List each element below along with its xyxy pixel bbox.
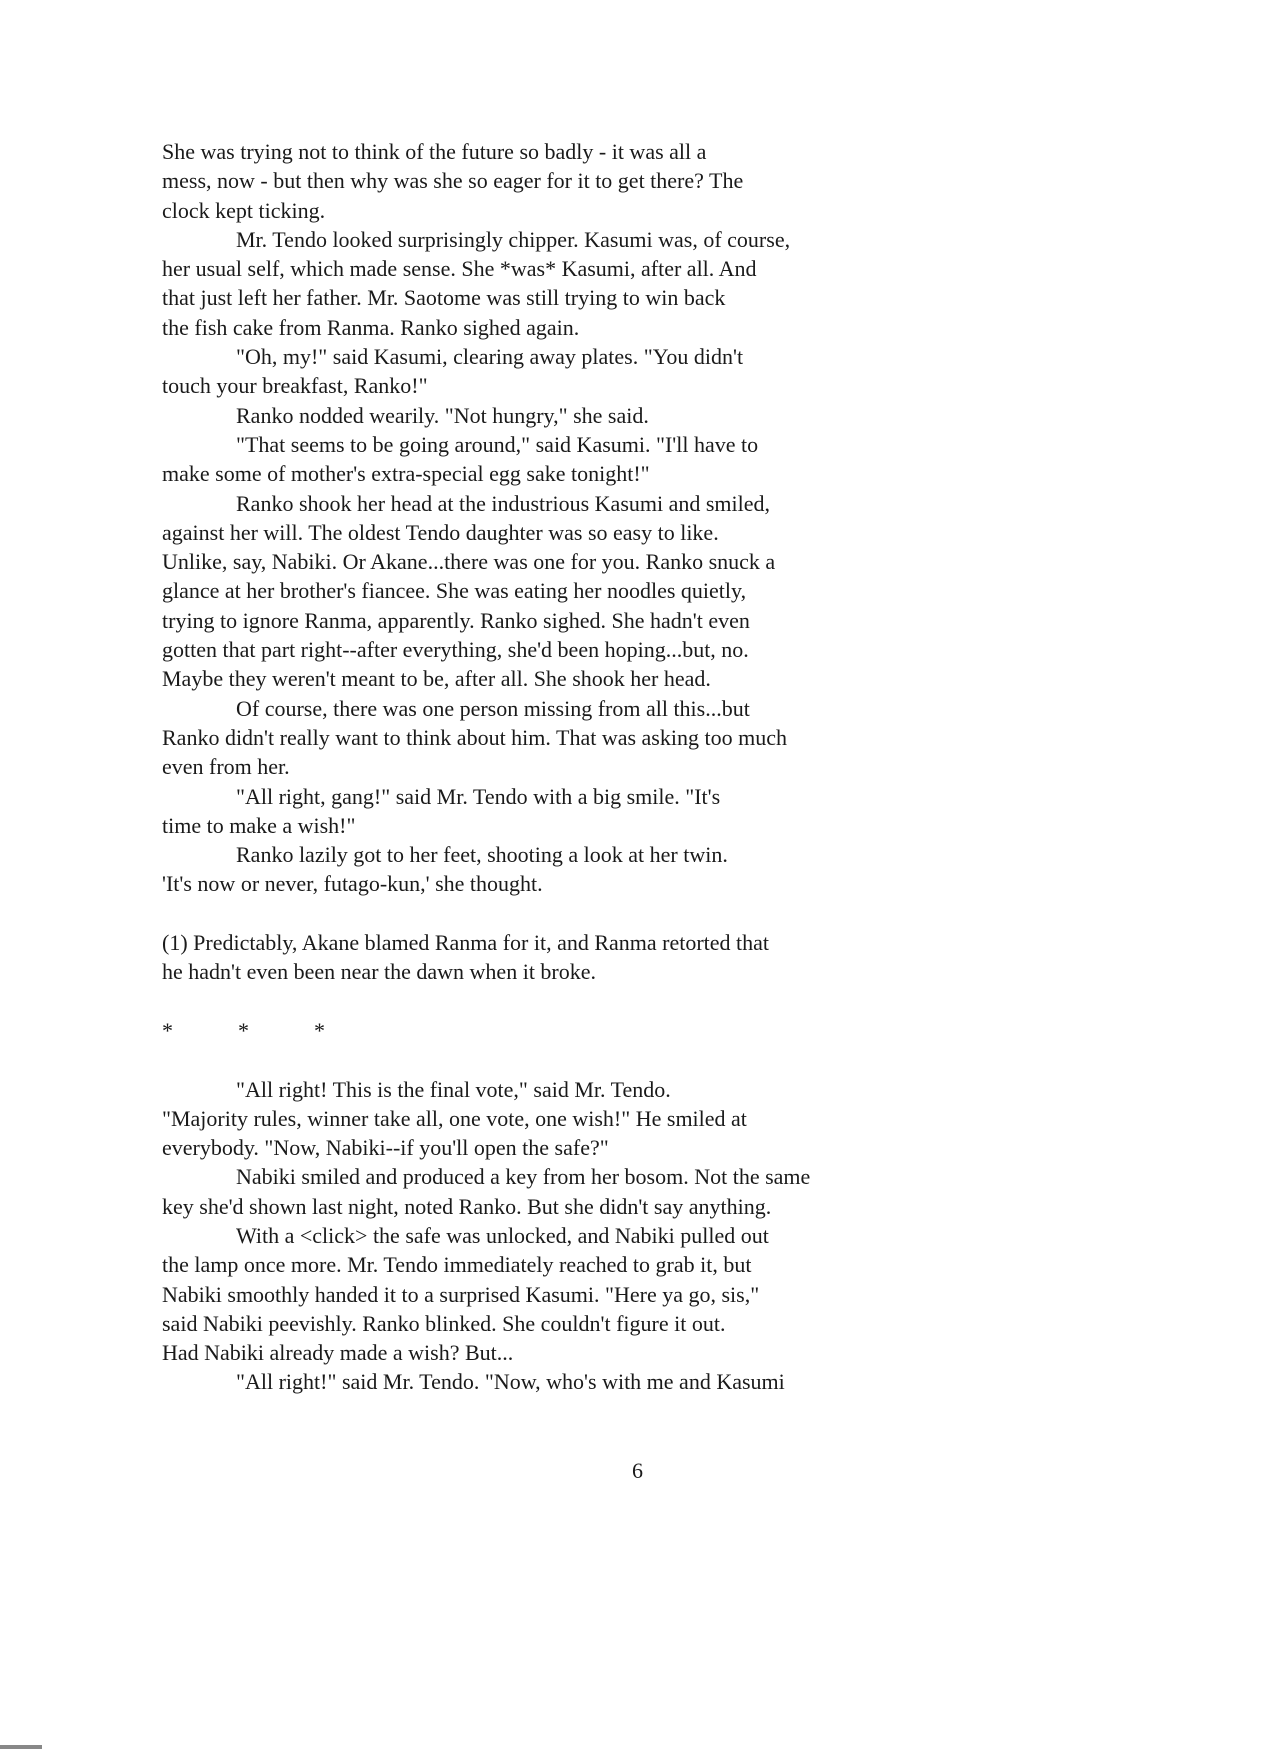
paragraph — [162, 1221, 922, 1367]
text-line: trying to ignore Ranma, apparently. Ranko sighed. She hadn't even — [162, 607, 750, 633]
paragraph — [162, 1162, 922, 1221]
text-line: Of course, there was one person missing from all this...but — [236, 695, 750, 721]
blank-line — [162, 987, 922, 1016]
text-line: time to make a wish!" — [162, 812, 356, 838]
text-line: She was trying not to think of the future so badly - it was all a — [162, 139, 707, 164]
paragraph — [162, 401, 922, 430]
text-line: Ranko shook her head at the industrious Kasumi and smiled, — [236, 490, 771, 516]
text-line: key she'd shown last night, noted Ranko. But she didn't say anything. — [162, 1193, 772, 1219]
paragraph — [162, 342, 922, 401]
paragraph — [162, 840, 922, 899]
section-break-asterisk: * — [162, 1017, 173, 1043]
text-line: even from her. — [162, 754, 290, 780]
text-line: Nabiki smiled and produced a key from her bosom. Not the same — [236, 1164, 811, 1190]
text-line: the fish cake from Ranma. Ranko sighed again. — [162, 314, 580, 340]
body-text — [162, 137, 922, 1397]
paragraph — [162, 1075, 922, 1163]
text-line: Ranko nodded wearily. "Not hungry," she said. — [236, 402, 649, 428]
text-line: the lamp once more. Mr. Tendo immediately reached to grab it, but — [162, 1252, 752, 1278]
blank-line — [162, 899, 922, 928]
text-line: Had Nabiki already made a wish? But... — [162, 1340, 514, 1366]
text-line: her usual self, which made sense. She *was* Kasumi, after all. And — [162, 256, 757, 282]
paragraph — [162, 489, 922, 694]
text-line: gotten that part right--after everything, she'd been hoping...but, no. — [162, 637, 749, 663]
text-line: "All right, gang!" said Mr. Tendo with a big smile. "It's — [236, 783, 721, 809]
text-line: "Oh, my!" said Kasumi, clearing away plates. "You didn't — [236, 344, 744, 370]
text-line: With a <click> the safe was unlocked, and Nabiki pulled out — [236, 1222, 769, 1248]
page-number: 6 — [632, 1458, 643, 1483]
text-line: Ranko didn't really want to think about him. That was asking too much — [162, 724, 787, 750]
text-line: glance at her brother's fiancee. She was eating her noodles quietly, — [162, 578, 747, 604]
blank-line — [162, 1045, 922, 1074]
text-line: Maybe they weren't meant to be, after all. She shook her head. — [162, 666, 711, 692]
paragraph — [162, 1367, 922, 1396]
footnote-line: he hadn't even been near the dawn when it broke. — [162, 959, 597, 985]
text-line: "Majority rules, winner take all, one vote, one wish!" He smiled at — [162, 1105, 747, 1131]
paragraph — [162, 782, 922, 841]
text-line: "All right!" said Mr. Tendo. "Now, who's with me and Kasumi — [236, 1369, 785, 1395]
section-break-asterisk: * — [314, 1017, 325, 1043]
text-line: 'It's now or never, futago-kun,' she thought. — [162, 871, 543, 897]
scan-edge-mark — [0, 1745, 42, 1749]
text-line: said Nabiki peevishly. Ranko blinked. She couldn't figure it out. — [162, 1310, 726, 1336]
footnote-line: (1) Predictably, Akane blamed Ranma for it, and Ranma retorted that — [162, 930, 770, 956]
text-line: Ranko lazily got to her feet, shooting a look at her twin. — [236, 842, 728, 868]
text-line: "That seems to be going around," said Kasumi. "I'll have to — [236, 431, 759, 457]
text-line: touch your breakfast, Ranko!" — [162, 373, 428, 399]
text-line: make some of mother's extra-special egg sake tonight!" — [162, 461, 650, 487]
paragraph — [162, 694, 922, 782]
paragraph — [162, 137, 922, 225]
text-line: everybody. "Now, Nabiki--if you'll open the safe?" — [162, 1135, 609, 1161]
section-break-asterisk: * — [238, 1017, 249, 1043]
text-line: "All right! This is the final vote," said Mr. Tendo. — [236, 1076, 671, 1102]
text-line: mess, now - but then why was she so eager for it to get there? The — [162, 168, 744, 194]
text-line: against her will. The oldest Tendo daughter was so easy to like. — [162, 519, 719, 545]
section-break — [162, 1016, 922, 1045]
text-line: clock kept ticking. — [162, 197, 326, 223]
paragraph — [162, 225, 922, 342]
paragraph — [162, 430, 922, 489]
text-line: that just left her father. Mr. Saotome was still trying to win back — [162, 285, 726, 311]
text-line: Nabiki smoothly handed it to a surprised Kasumi. "Here ya go, sis," — [162, 1281, 760, 1307]
text-line: Unlike, say, Nabiki. Or Akane...there was one for you. Ranko snuck a — [162, 549, 776, 575]
footnote — [162, 928, 922, 987]
text-line: Mr. Tendo looked surprisingly chipper. Kasumi was, of course, — [236, 226, 791, 252]
